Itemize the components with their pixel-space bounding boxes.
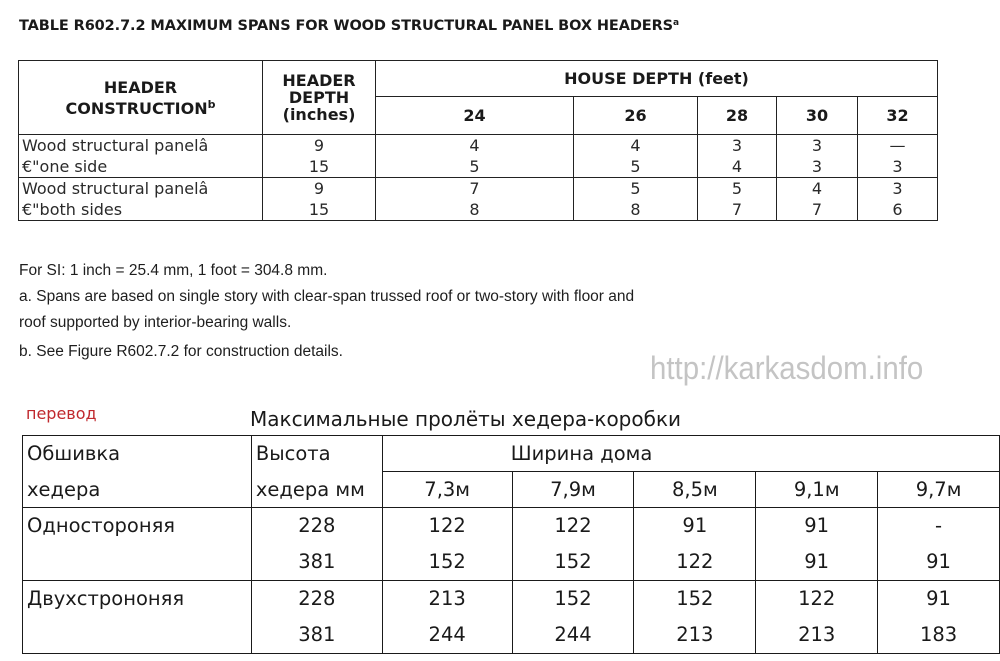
depth-cell [263,135,376,178]
footnote-marker-a: a [672,18,679,28]
span-value: 7 [731,200,743,219]
col-7-9m: 7,9м [512,472,634,508]
header-construction-line2 [19,96,262,117]
header-depth-line1: HEADER [282,71,356,90]
height-value: 381 [298,623,336,646]
watermark: http://karkasdom.info [650,350,924,386]
span-value: 8 [469,200,480,219]
span-value: 5 [469,157,480,176]
span-value: 122 [676,550,714,573]
span-cell [382,581,512,654]
span-value: 3 [892,157,903,176]
span-value: 91 [804,550,830,573]
span-value: - [935,514,943,537]
spans-table-russian [22,435,1000,654]
translation-label: перевод [26,404,97,423]
span-value: 7 [811,200,823,219]
col-26: 26 [574,97,698,135]
depth-value: 15 [308,157,330,176]
span-value: 91 [926,587,951,610]
span-cell [777,178,858,221]
header-sheathing-line2: хедера [23,472,252,508]
span-value: 4 [630,136,641,155]
table-row [19,135,938,178]
header-height-line2: хедера мм [251,472,382,508]
span-value: 91 [682,514,708,537]
span-value: 8 [630,200,641,219]
table-row [19,178,938,221]
span-value: 4 [469,136,480,155]
construction-text-line1: Wood structural panelâ [22,179,209,198]
depth-cell [263,178,376,221]
span-value: 122 [428,514,466,537]
span-value: 122 [798,587,836,610]
span-value: 4 [731,157,743,176]
height-cell [251,508,382,581]
header-house-width: Ширина дома [382,436,999,472]
col-32: 32 [858,97,938,135]
header-depth [263,61,376,135]
span-value: 3 [731,136,743,155]
span-cell [858,178,938,221]
header-construction [19,61,263,135]
depth-value: 9 [313,136,325,155]
span-cell [756,508,878,581]
header-construction-text: CONSTRUCTION [65,98,208,118]
table-title-text: TABLE R602.7.2 MAXIMUM SPANS FOR WOOD STRUCTURAL PANEL BOX HEADERS [19,18,673,34]
translation-title: Максимальные пролёты хедера-коробки [250,407,682,431]
span-value: 3 [811,136,823,155]
construction-cell [19,178,263,221]
row-label: Одностороняя [23,508,252,581]
height-value: 381 [298,550,336,573]
span-value: 152 [554,587,592,610]
col-8-5m: 8,5м [634,472,756,508]
depth-value: 9 [313,179,325,198]
table-row [23,508,1000,581]
span-cell [512,508,634,581]
span-value: 244 [554,623,592,646]
span-cell [756,581,878,654]
construction-cell [19,135,263,178]
span-cell [574,135,698,178]
col-24: 24 [376,97,574,135]
table-row [23,581,1000,654]
span-value: 152 [554,550,592,573]
table-title [19,18,679,34]
construction-text-line2: €"both sides [22,200,123,219]
span-value: 91 [804,514,830,537]
span-value: 3 [892,179,903,198]
header-height-line1: Высота [251,436,382,472]
note-si: For SI: 1 inch = 25.4 mm, 1 foot = 304.8 mm. [19,262,328,279]
span-value: 5 [731,179,743,198]
note-b: b. See Figure R602.7.2 for construction details. [19,343,343,360]
span-cell [777,135,858,178]
span-value: 213 [798,623,836,646]
span-value: 213 [428,587,466,610]
span-value: 122 [554,514,592,537]
height-value: 228 [298,587,336,610]
span-cell [382,508,512,581]
span-cell [634,508,756,581]
col-9-7m: 9,7м [878,472,1000,508]
height-cell [251,581,382,654]
span-value: 152 [676,587,714,610]
construction-text-line2: €"one side [22,157,108,176]
span-cell [878,508,1000,581]
col-9-1m: 9,1м [756,472,878,508]
span-cell [574,178,698,221]
col-30: 30 [777,97,858,135]
span-value: 3 [811,157,823,176]
header-construction-line1: HEADER [103,77,178,97]
span-cell [376,135,574,178]
col-28: 28 [698,97,777,135]
note-a-line1: a. Spans are based on single story with clear-span trussed roof or two-story with floor and [19,288,635,305]
col-7-3m: 7,3м [382,472,512,508]
note-a-line2: roof supported by interior-bearing walls. [19,314,292,331]
construction-text-line1: Wood structural panelâ [22,136,209,155]
span-value: 244 [428,623,466,646]
span-cell [878,581,1000,654]
span-cell [698,178,777,221]
span-value: — [889,136,906,155]
depth-value: 15 [308,200,330,219]
span-value: 152 [428,550,466,573]
span-cell [376,178,574,221]
span-cell [634,581,756,654]
span-value: 213 [676,623,714,646]
footnote-marker-b: b [207,97,216,111]
span-cell [858,135,938,178]
header-house-depth: HOUSE DEPTH (feet) [376,61,938,97]
span-value: 6 [892,200,903,219]
span-value: 4 [811,179,823,198]
span-cell [512,581,634,654]
header-depth-line3: (inches) [282,105,356,124]
row-label: Двухстрононяя [23,581,252,654]
span-value: 183 [919,623,958,646]
span-value: 91 [926,550,951,573]
height-value: 228 [298,514,336,537]
span-value: 5 [630,157,641,176]
header-sheathing-line1: Обшивка [23,436,252,472]
span-value: 7 [469,179,480,198]
spans-table-english [18,60,938,221]
span-value: 5 [630,179,641,198]
header-depth-line2: DEPTH [288,88,350,107]
span-cell [698,135,777,178]
